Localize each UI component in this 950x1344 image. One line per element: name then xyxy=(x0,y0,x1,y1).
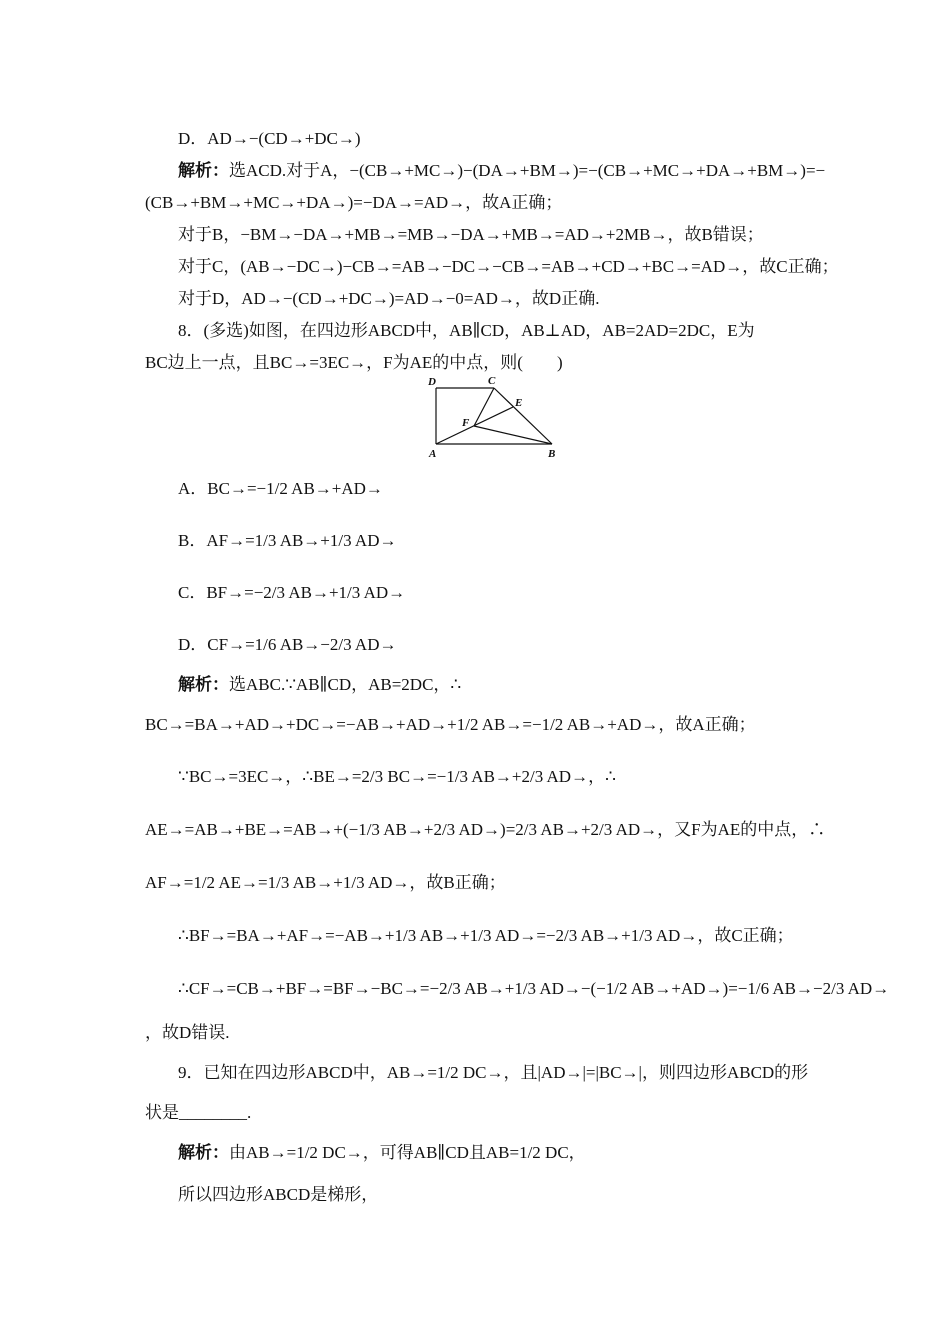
label-c: C xyxy=(488,375,496,387)
label-b: B xyxy=(548,448,556,460)
solution-label: 解析： xyxy=(178,1143,229,1162)
edge-cb xyxy=(494,388,552,444)
solution-9-line-2: 所以四边形ABCD是梯形， xyxy=(178,1185,379,1204)
solution-8-line-5: AF→=1/2 AE→=1/3 AB→+1/3 AD→，故B正确； xyxy=(145,873,506,892)
question-9-line-2: 状是________. xyxy=(145,1103,252,1122)
solution-8-line-1: 解析：选ABC.∵AB∥CD，AB=2DC，∴ xyxy=(178,675,462,694)
solution-7-line-1: 解析：选ACD.对于A，−(CB→+MC→)−(DA→+BM→)=−(CB→+MC→+DA→+BM→)=− xyxy=(178,161,826,180)
label-e: E xyxy=(515,397,523,409)
solution-7-line-4: 对于C，(AB→−DC→)−CB→=AB→−DC→−CB→=AB→+CD→+BC→=AD→，故C正确； xyxy=(178,257,839,276)
label-a: A xyxy=(429,448,437,460)
segment-bf xyxy=(474,426,552,444)
option-a: A．BC→=−1/2 AB→+AD→ xyxy=(178,479,383,498)
solution-8-line-7: ∴CF→=CB→+BF→=BF→−BC→=−2/3 AB→+1/3 AD→−(−1/2 AB→+AD→)=−1/6 AB→−2/3 AD→ xyxy=(178,979,890,998)
quadrilateral-figure xyxy=(420,372,570,462)
solution-8-line-8: ，故D错误. xyxy=(145,1023,230,1042)
solution-9-line-1: 解析：由AB→=1/2 DC→，可得AB∥CD且AB=1/2 DC， xyxy=(178,1143,586,1162)
question-8-line-2: BC边上一点，且BC→=3EC→，F为AE的中点，则( ) xyxy=(145,353,563,372)
solution-label: 解析： xyxy=(178,161,229,180)
option-b: B．AF→=1/3 AB→+1/3 AD→ xyxy=(178,531,397,550)
solution-7-line-3: 对于B，−BM→−DA→+MB→=MB→−DA→+MB→=AD→+2MB→，故B错误； xyxy=(178,225,764,244)
option-d-prev: D．AD→−(CD→+DC→) xyxy=(178,129,361,148)
option-c: C．BF→=−2/3 AB→+1/3 AD→ xyxy=(178,583,406,602)
solution-7-line-5: 对于D，AD→−(CD→+DC→)=AD→−0=AD→，故D正确. xyxy=(178,289,600,308)
solution-label: 解析： xyxy=(178,675,229,694)
question-8-line-1: 8．(多选)如图，在四边形ABCD中，AB∥CD，AB⊥AD，AB=2AD=2DC，E为 xyxy=(178,321,755,340)
solution-8-line-4: AE→=AB→+BE→=AB→+(−1/3 AB→+2/3 AD→)=2/3 AB→+2/3 AD→，又F为AE的中点，∴ xyxy=(145,820,826,839)
label-d: D xyxy=(428,376,436,388)
option-d: D．CF→=1/6 AB→−2/3 AD→ xyxy=(178,635,397,654)
solution-8-line-2: BC→=BA→+AD→+DC→=−AB→+AD→+1/2 AB→=−1/2 AB→+AD→，故A正确； xyxy=(145,715,756,734)
solution-7-line-2: (CB→+BM→+MC→+DA→)=−DA→=AD→，故A正确； xyxy=(145,193,563,212)
question-9-line-1: 9．已知在四边形ABCD中，AB→=1/2 DC→，且|AD→|=|BC→|，则四边形ABCD的形 xyxy=(178,1063,809,1082)
label-f: F xyxy=(462,417,470,429)
solution-8-line-6: ∴BF→=BA→+AF→=−AB→+1/3 AB→+1/3 AD→=−2/3 AB→+1/3 AD→，故C正确； xyxy=(178,926,794,945)
solution-8-line-3: ∵BC→=3EC→，∴BE→=2/3 BC→=−1/3 AB→+2/3 AD→，∴ xyxy=(178,767,616,786)
